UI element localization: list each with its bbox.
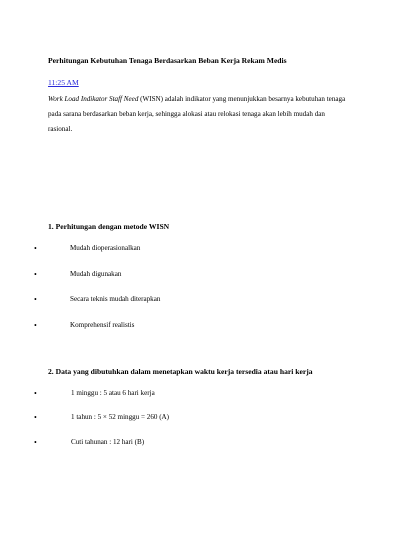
intro-text: (WISN) adalah indikator yang menunjukkan besarnya kebutuhan tenaga pada sarana berdasarkan beban kerja, sehingga alokasi atau relokasi tenaga akan lebih mudah dan rasional. <box>48 95 346 133</box>
intro-term: Work Load Indikator Staff Need <box>48 95 139 103</box>
section-1-heading: 1. Perhitungan dengan metode WISN <box>48 222 170 231</box>
document-title: Perhitungan Kebutuhan Tenaga Berdasarkan Beban Kerja Rekam Medis <box>48 56 287 65</box>
list-item: 1 minggu : 5 atau 6 hari kerja <box>71 389 155 397</box>
list-item: Mudah dioperasionalkan <box>70 244 141 252</box>
bullet-marker: • <box>34 389 37 398</box>
bullet-marker: • <box>34 413 37 422</box>
list-item: Secara teknis mudah diterapkan <box>70 295 161 303</box>
list-item: 1 tahun : 5 × 52 minggu = 260 (A) <box>71 413 170 421</box>
bullet-marker: • <box>34 244 37 253</box>
intro-paragraph <box>48 92 348 137</box>
bullet-marker: • <box>34 438 37 447</box>
list-item: Cuti tahunan : 12 hari (B) <box>71 438 145 446</box>
bullet-marker: • <box>34 321 37 330</box>
post-time-link[interactable]: 11:25 AM <box>48 78 79 87</box>
list-item: Mudah digunakan <box>70 270 122 278</box>
bullet-marker: • <box>34 295 37 304</box>
bullet-marker: • <box>34 270 37 279</box>
list-item: Komprehensif realistis <box>70 321 135 329</box>
section-2-heading: 2. Data yang dibutuhkan dalam menetapkan waktu kerja tersedia atau hari kerja <box>48 367 313 376</box>
